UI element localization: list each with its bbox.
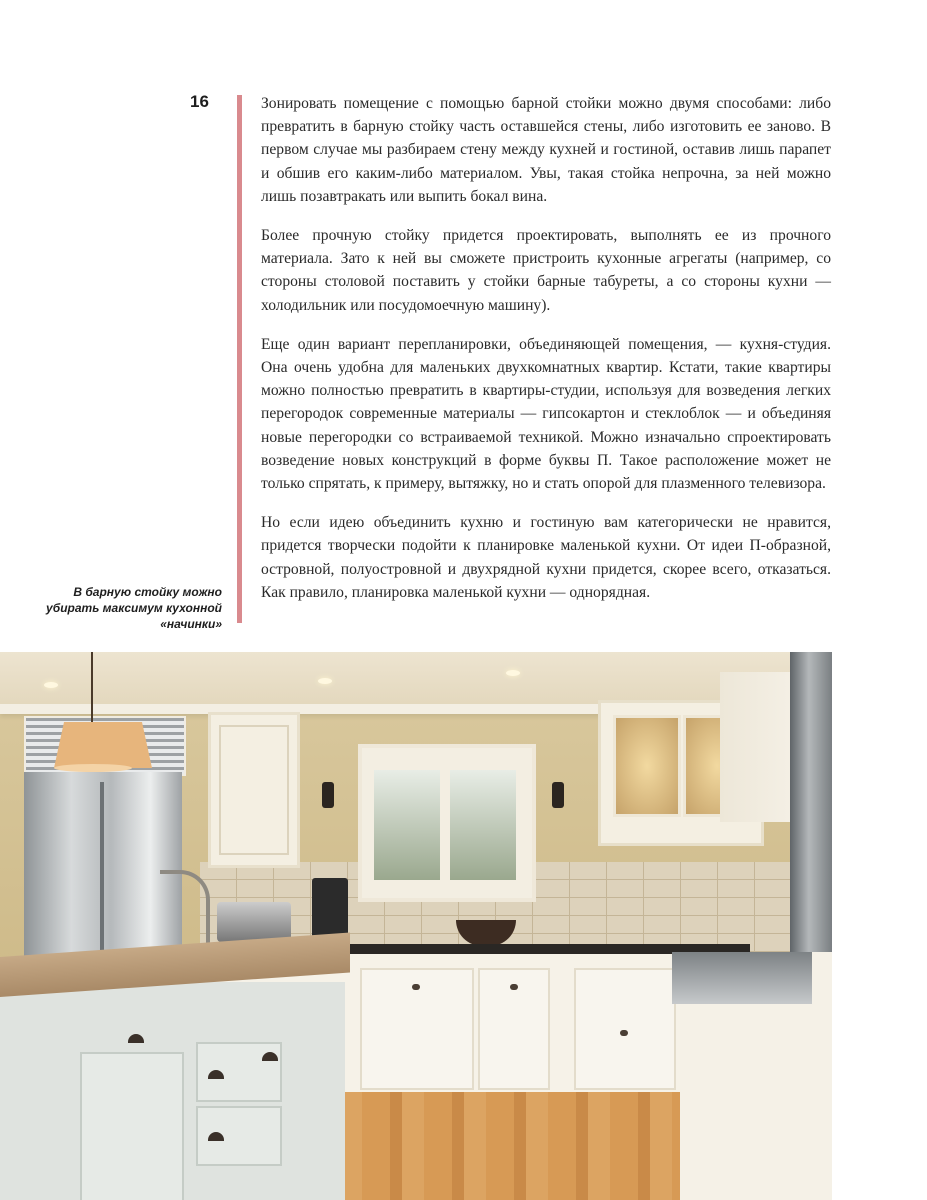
upper-cabinet-left — [208, 712, 300, 868]
pendant-lamp — [54, 722, 152, 768]
photo-toaster — [217, 902, 291, 942]
paragraph-3: Еще один вариант перепланировки, объединяющей помещения, — кухня-студия. Она очень удобна для маленьких двухкомнатных квартир. Кстати, такие квартиры можно полностью превратить в квартиры-студии, используя для возведения легких перегородок современные материалы — гипсокартон и стеклоблок — и объединяя новые перегородки со встраиваемой техникой. Можно изначально спроектировать возведение новых конструкций в форме буквы П. Такое расположение может не только спрятать, к примеру, вытяжку, но и стать опорой для плазменного телевизора. — [261, 335, 831, 493]
ceiling-light — [318, 678, 332, 684]
body-text — [261, 92, 831, 620]
sidebar-caption: В барную стойку можно убирать максимум кухонной «начинки» — [45, 585, 222, 631]
paragraph-2: Более прочную стойку придется проектировать, выполнять ее из прочного материала. Зато к ней вы сможете пристроить кухонные агрегаты (например, со стороны столовой поставить у стойки барные табуреты, а со стороны кухни — холодильник или посудомоечную машину). — [261, 227, 831, 314]
photo-range — [672, 952, 812, 1004]
paragraph-4: Но если идею объединить кухню и гостиную вам категорически не нравится, придется творчески подойти к планировке маленькой кухни. От идеи П-образной, островной, полуостровной и двухрядной кухни придется, скорее всего, отказаться. Как правило, планировка маленькой кухни — однорядная. — [261, 514, 831, 601]
page-number: 16 — [190, 92, 209, 111]
accent-rule — [237, 95, 242, 623]
ceiling-light — [506, 670, 520, 676]
paragraph-1: Зонировать помещение с помощью барной стойки можно двумя способами: либо превратить в барную стойку часть оставшейся стены, либо изготовить ее заново. В первом случае мы разбираем стену между кухней и гостиной, оставив лишь парапет и обшив его каким-либо материалом. Увы, такая стойка непрочна, за ней можно лишь позавтракать или выпить бокал вина. — [261, 95, 831, 205]
pendant-glow — [54, 764, 132, 772]
wall-sconce — [552, 782, 564, 808]
kitchen-island — [0, 982, 345, 1200]
pendant-cord — [91, 652, 93, 722]
photo-faucet — [160, 870, 210, 944]
photo-fridge-handle — [100, 782, 104, 962]
kitchen-photo — [0, 652, 832, 1200]
ceiling-light — [44, 682, 58, 688]
wall-sconce — [322, 782, 334, 808]
photo-window — [358, 744, 536, 902]
